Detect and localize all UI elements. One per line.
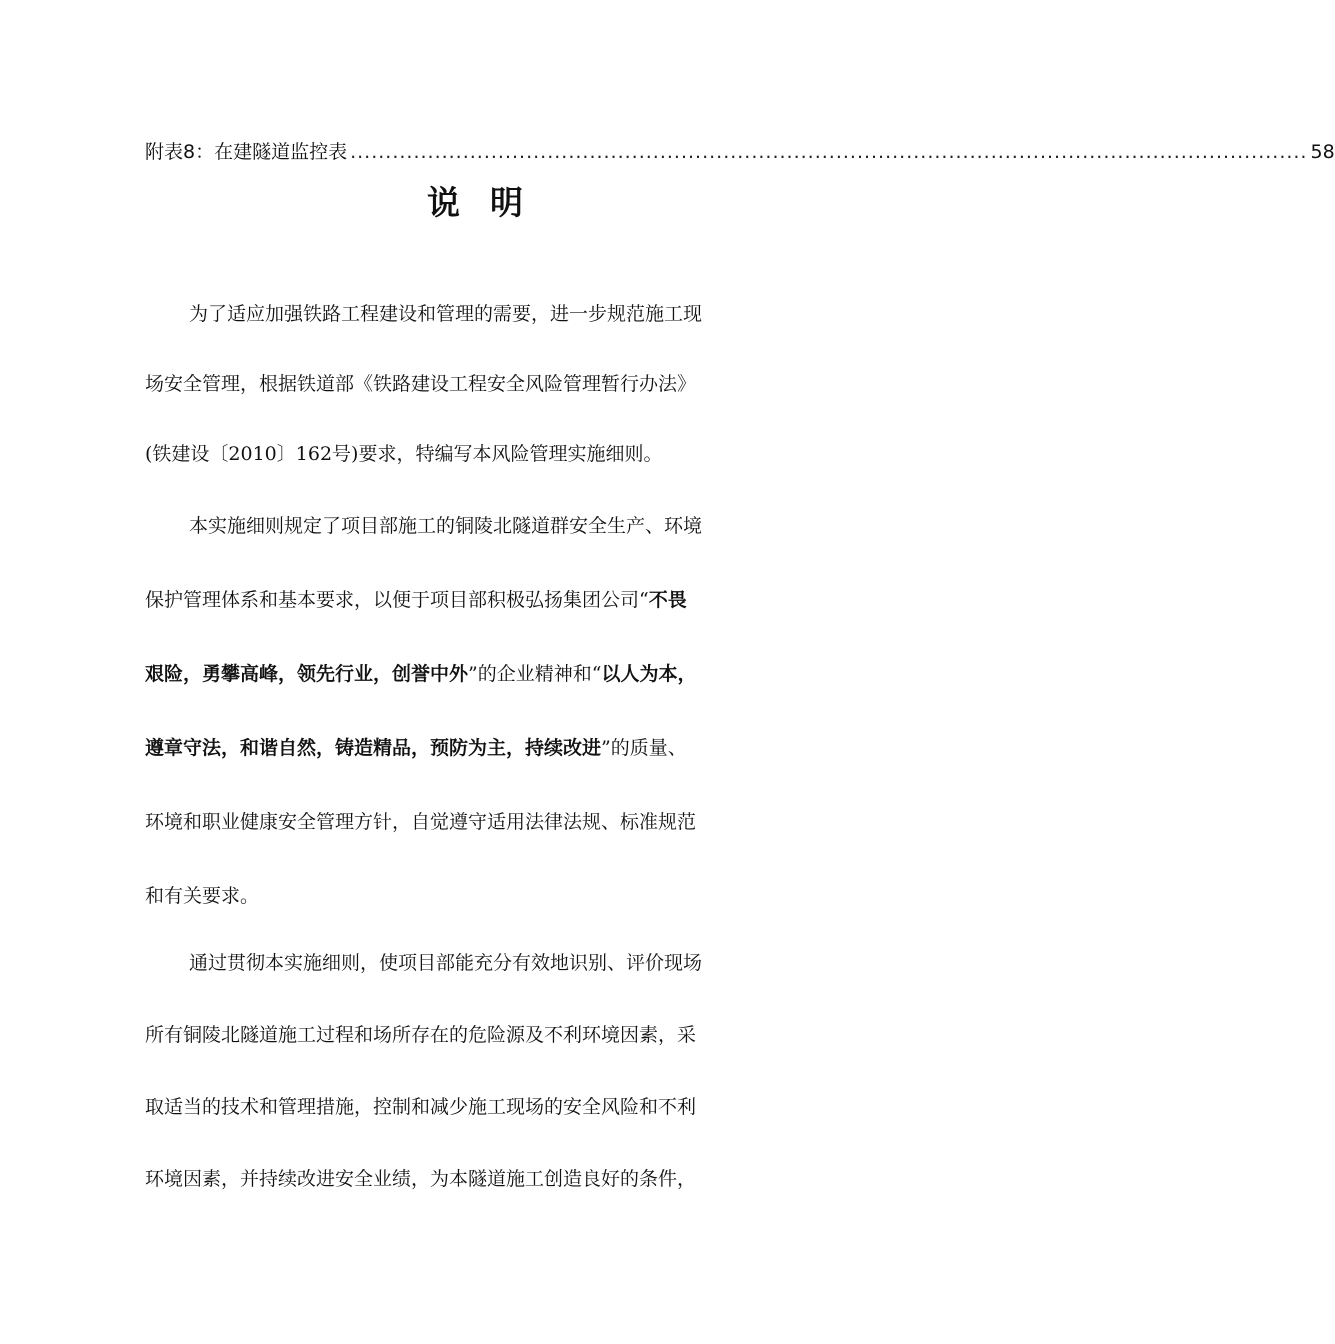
enterprise-spirit-emphasis: 艰险，勇攀高峰，领先行业，创誉中外 [145,663,469,685]
toc-entry[interactable] [145,134,1335,170]
paragraph-text: ”的企业精神和“ [468,663,602,685]
paragraph-line: 和有关要求。 [145,885,260,907]
management-policy-emphasis: 以人为本， [601,663,697,685]
paragraph-text: ”的质量、 [601,737,687,759]
paragraph-line: 为了适应加强铁路工程建设和管理的需要，进一步规范施工现 [189,303,703,325]
paragraph-line: 场安全管理，根据铁道部《铁路建设工程安全风险管理暂行办法》 [145,373,697,395]
paragraph-line: 所有铜陵北隧道施工过程和场所存在的危险源及不利环境因素，采 [145,1024,697,1046]
paragraph-line: (铁建设〔2010〕162号)要求，特编写本风险管理实施细则。 [145,443,663,465]
section-title: 说明 [427,183,553,222]
paragraph-line [145,656,696,692]
paragraph-line: 取适当的技术和管理措施，控制和减少施工现场的安全风险和不利 [145,1096,697,1118]
enterprise-spirit-emphasis: 不畏 [648,589,687,611]
toc-page-number: 58 [1310,141,1335,163]
paragraph-text: 保护管理体系和基本要求，以便于项目部积极弘扬集团公司“ [145,589,649,611]
toc-dot-leader: ........................................................................................................................................ [350,141,1308,163]
paragraph-line [145,582,687,618]
paragraph-line: 环境和职业健康安全管理方针，自觉遵守适用法律法规、标准规范 [145,811,697,833]
paragraph-line: 通过贯彻本实施细则，使项目部能充分有效地识别、评价现场 [189,952,703,974]
toc-entry-label: 附表8：在建隧道监控表 [145,141,348,163]
paragraph-line [145,730,687,766]
paragraph-line: 环境因素，并持续改进安全业绩，为本隧道施工创造良好的条件， [145,1168,697,1190]
paragraph-line: 本实施细则规定了项目部施工的铜陵北隧道群安全生产、环境 [189,515,703,537]
management-policy-emphasis: 遵章守法，和谐自然，铸造精品，预防为主，持续改进 [145,737,602,759]
